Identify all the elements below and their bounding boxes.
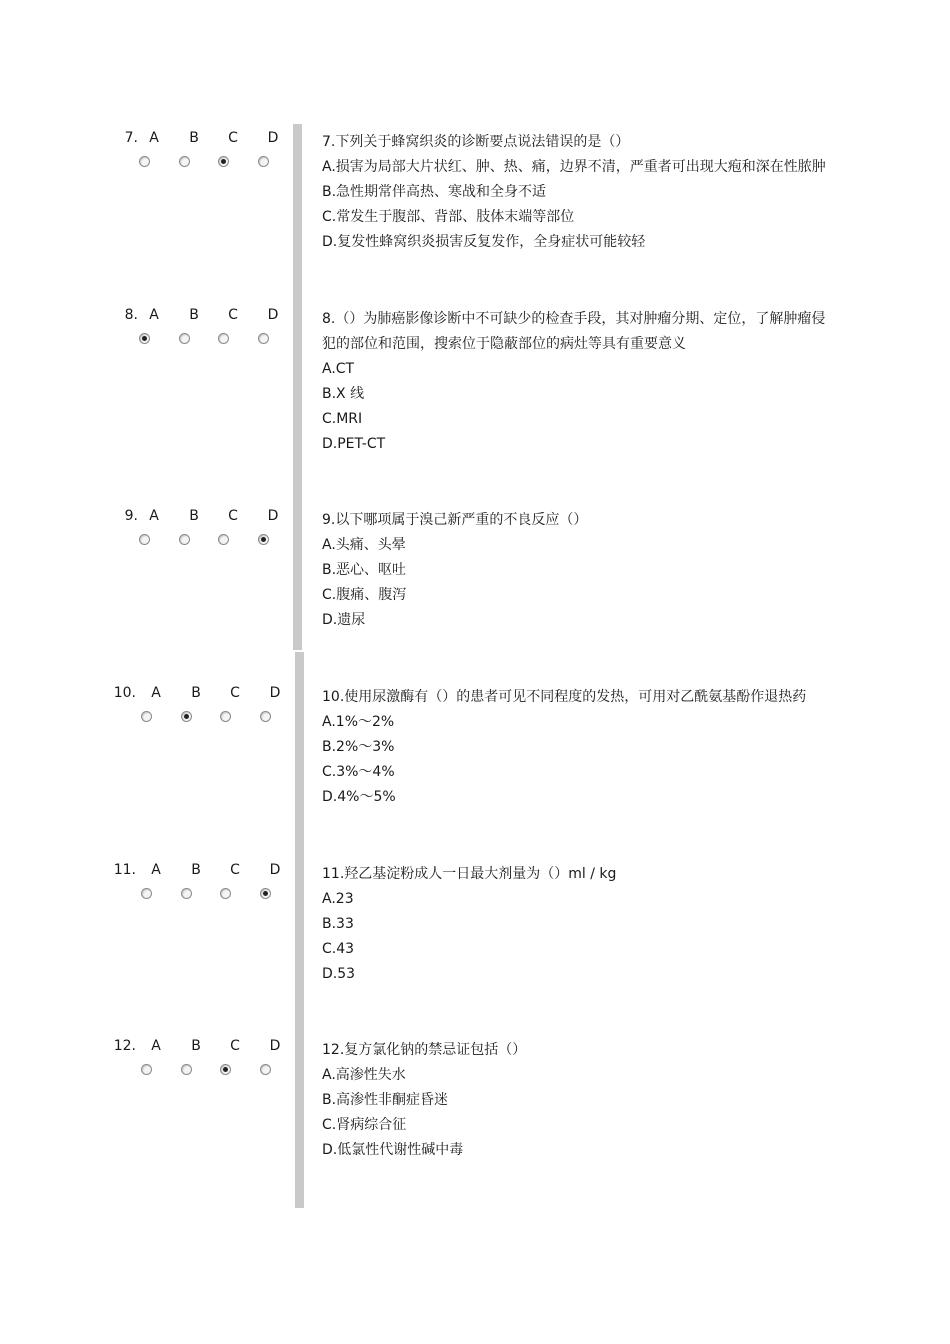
option-letter-a: A: [149, 307, 159, 323]
radio-a[interactable]: [139, 156, 150, 167]
question-content: [322, 862, 832, 987]
question-number: 9.: [124, 508, 138, 524]
question-number: 11.: [113, 862, 136, 878]
question-text: 10.使用尿激酶有（）的患者可见不同程度的发热，可用对乙酰氨基酚作退热药: [322, 689, 807, 705]
answer-header: [112, 508, 287, 528]
option-c-text: C.43: [322, 941, 355, 957]
answer-panel: [112, 508, 287, 568]
option-a-text: A.损害为局部大片状红、肿、热、痛，边界不清，严重者可出现大疱和深在性脓肿: [322, 159, 826, 175]
radio-c[interactable]: [218, 534, 229, 545]
answer-header: [108, 685, 283, 705]
question-text: 11.羟乙基淀粉成人一日最大剂量为（）ml / kg: [322, 866, 617, 882]
option-letter-d: D: [267, 130, 279, 146]
radio-d[interactable]: [258, 333, 269, 344]
option-b-text: B.高渗性非酮症昏迷: [322, 1092, 449, 1108]
answer-panel: [112, 307, 287, 367]
option-a-text: A.1%～2%: [322, 714, 395, 730]
option-letter-a: A: [151, 685, 161, 701]
option-a-text: A.高渗性失水: [322, 1067, 406, 1083]
option-d-text: D.低氯性代谢性碱中毒: [322, 1142, 464, 1158]
option-b-text: B.2%～3%: [322, 739, 395, 755]
answer-header: [112, 307, 287, 327]
radio-c[interactable]: [218, 156, 229, 167]
question-text: 8.（）为肺癌影像诊断中不可缺少的检查手段，其对肿瘤分期、定位，了解肿瘤侵犯的部位和范围，搜索位于隐蔽部位的病灶等具有重要意义: [322, 311, 826, 352]
option-letter-b: B: [191, 685, 201, 701]
radio-a[interactable]: [141, 711, 152, 722]
radio-c[interactable]: [220, 711, 231, 722]
option-letter-a: A: [151, 1038, 161, 1054]
option-c-text: C.腹痛、腹泻: [322, 587, 407, 603]
question-text: 12.复方氯化钠的禁忌证包括（）: [322, 1042, 527, 1058]
radio-b[interactable]: [181, 1064, 192, 1075]
answer-header: [108, 1038, 283, 1058]
option-b-text: B.X 线: [322, 386, 365, 402]
option-a-text: A.23: [322, 891, 354, 907]
answer-header: [108, 862, 283, 882]
answer-panel: [112, 130, 287, 190]
option-letter-d: D: [267, 508, 279, 524]
question-content: [322, 307, 832, 457]
option-letter-b: B: [191, 1038, 201, 1054]
radio-b[interactable]: [181, 888, 192, 899]
option-c-text: C.肾病综合征: [322, 1117, 407, 1133]
option-b-text: B.33: [322, 916, 354, 932]
radio-b[interactable]: [179, 534, 190, 545]
option-d-text: D.4%～5%: [322, 789, 396, 805]
option-letter-a: A: [149, 130, 159, 146]
option-letter-c: C: [230, 1038, 240, 1054]
radio-d[interactable]: [260, 888, 271, 899]
question-number: 10.: [113, 685, 136, 701]
radio-b[interactable]: [179, 156, 190, 167]
option-b-text: B.恶心、呕吐: [322, 562, 407, 578]
option-c-text: C.常发生于腹部、背部、肢体末端等部位: [322, 209, 575, 225]
option-letter-d: D: [269, 862, 281, 878]
option-letter-c: C: [230, 685, 240, 701]
radio-b[interactable]: [181, 711, 192, 722]
option-letter-c: C: [228, 307, 238, 323]
column-divider: [295, 652, 304, 1208]
question-content: [322, 1038, 832, 1163]
radio-d[interactable]: [258, 156, 269, 167]
question-text: 7.下列关于蜂窝织炎的诊断要点说法错误的是（）: [322, 134, 630, 150]
question-content: [322, 508, 832, 633]
option-b-text: B.急性期常伴高热、寒战和全身不适: [322, 184, 547, 200]
option-c-text: C.3%～4%: [322, 764, 395, 780]
option-letter-b: B: [189, 508, 199, 524]
answer-panel: [108, 685, 283, 745]
option-letter-b: B: [189, 307, 199, 323]
column-divider: [293, 124, 302, 650]
option-d-text: D.53: [322, 966, 356, 982]
question-number: 8.: [124, 307, 138, 323]
option-letter-d: D: [269, 685, 281, 701]
question-text: 9.以下哪项属于溴己新严重的不良反应（）: [322, 512, 588, 528]
question-number: 12.: [113, 1038, 136, 1054]
question-content: [322, 685, 832, 810]
option-letter-d: D: [269, 1038, 281, 1054]
radio-d[interactable]: [260, 1064, 271, 1075]
option-letter-a: A: [149, 508, 159, 524]
radio-a[interactable]: [141, 1064, 152, 1075]
option-d-text: D.PET-CT: [322, 436, 386, 452]
answer-header: [112, 130, 287, 150]
option-a-text: A.CT: [322, 361, 355, 377]
option-a-text: A.头痛、头晕: [322, 537, 406, 553]
option-letter-b: B: [191, 862, 201, 878]
radio-b[interactable]: [179, 333, 190, 344]
answer-panel: [108, 1038, 283, 1098]
option-letter-c: C: [228, 130, 238, 146]
option-letter-a: A: [151, 862, 161, 878]
question-number: 7.: [124, 130, 138, 146]
question-content: [322, 130, 832, 255]
option-c-text: C.MRI: [322, 411, 363, 427]
option-letter-d: D: [267, 307, 279, 323]
radio-a[interactable]: [141, 888, 152, 899]
radio-a[interactable]: [139, 534, 150, 545]
radio-d[interactable]: [260, 711, 271, 722]
option-d-text: D.复发性蜂窝织炎损害反复发作，全身症状可能较轻: [322, 234, 646, 250]
option-letter-c: C: [230, 862, 240, 878]
radio-a[interactable]: [139, 333, 150, 344]
radio-c[interactable]: [220, 1064, 231, 1075]
option-d-text: D.遗尿: [322, 612, 366, 628]
option-letter-c: C: [228, 508, 238, 524]
option-letter-b: B: [189, 130, 199, 146]
radio-d[interactable]: [258, 534, 269, 545]
radio-c[interactable]: [220, 888, 231, 899]
answer-panel: [108, 862, 283, 922]
radio-c[interactable]: [218, 333, 229, 344]
